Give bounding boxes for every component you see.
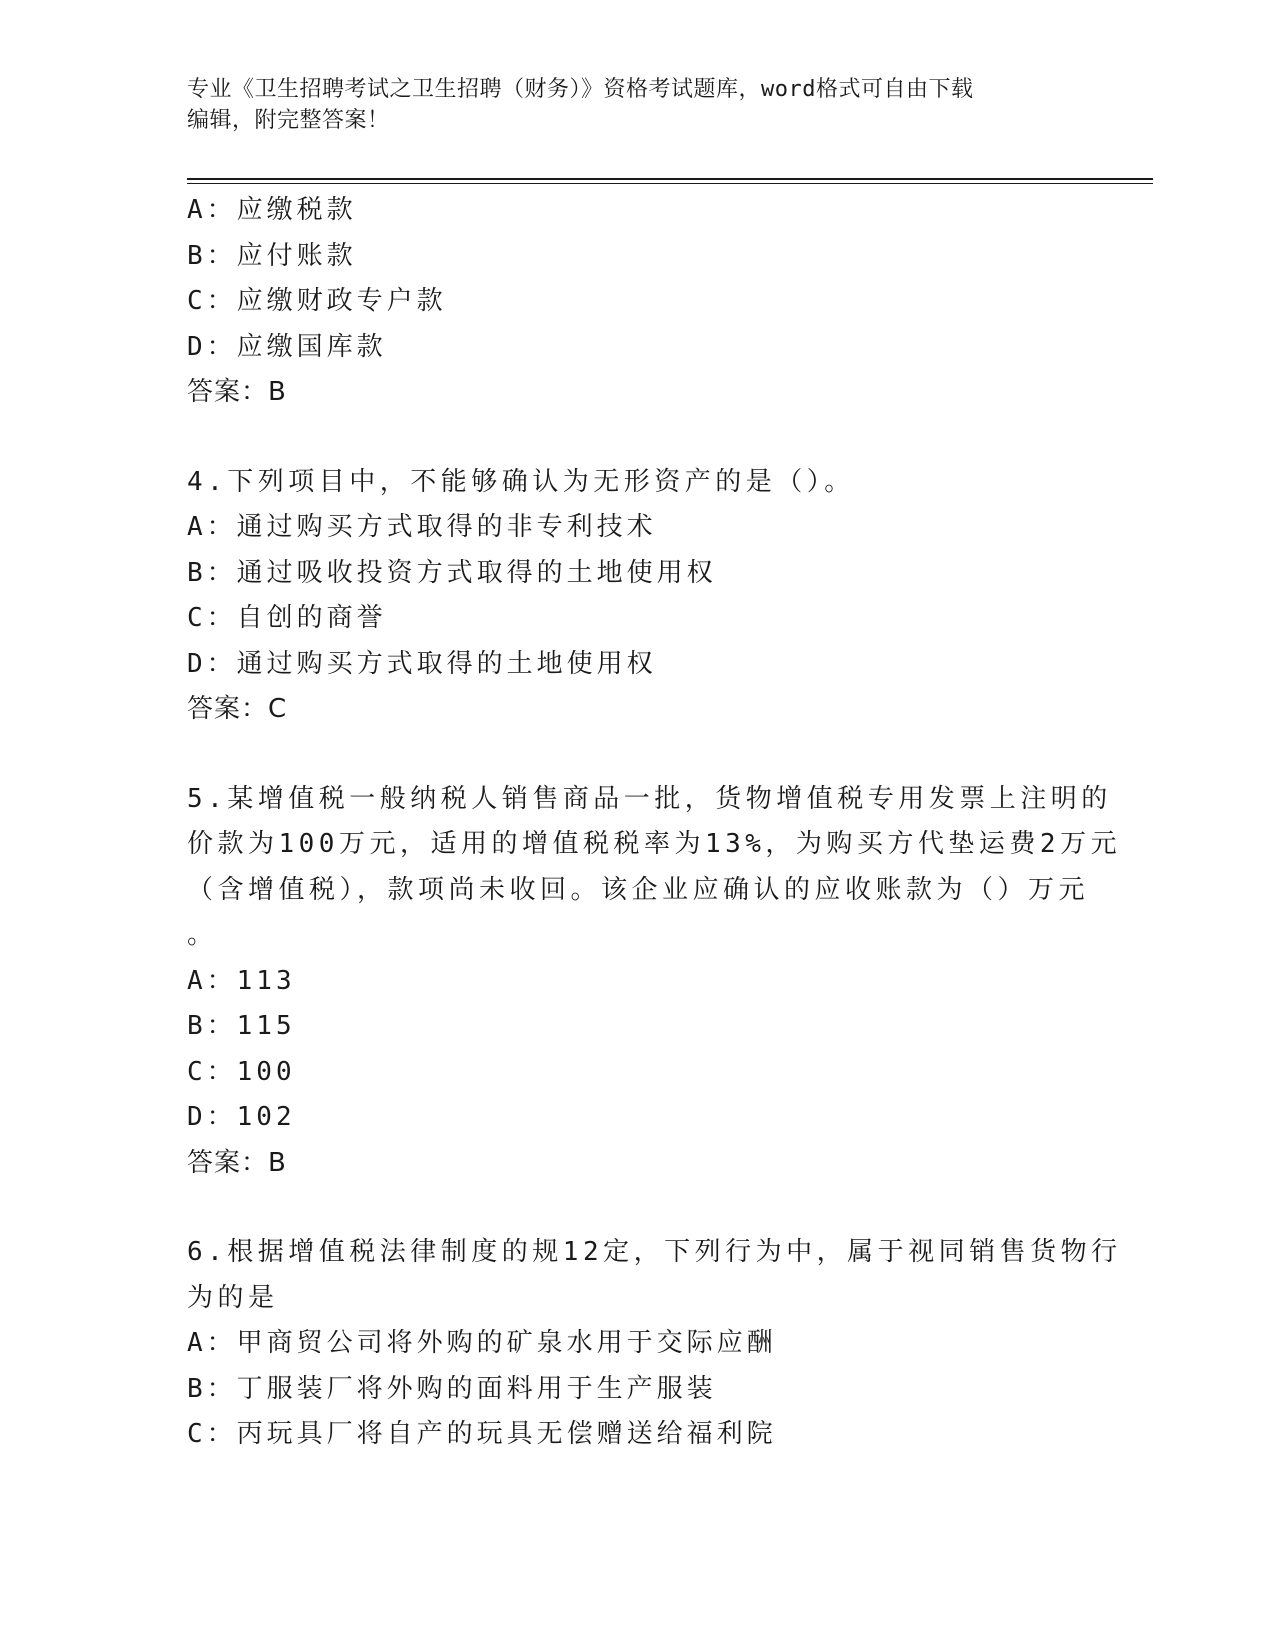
question-stem: 4.下列项目中，不能够确认为无形资产的是（）。: [187, 466, 855, 497]
question-stem-line: 为的是: [187, 1282, 279, 1313]
answer-line: 答案：C: [187, 694, 288, 724]
question-stem-line: 6.根据增值税法律制度的规12定，下列行为中，属于视同销售货物行: [187, 1237, 1122, 1267]
option-a: A：113: [187, 965, 296, 996]
question-stem-line: 5.某增值税一般纳税人销售商品一批，货物增值税专用发票上注明的: [187, 783, 1112, 814]
header-line-1: 专业《卫生招聘考试之卫生招聘（财务）》资格考试题库，word格式可自由下载: [187, 77, 974, 102]
option-c: C：自创的商誉: [187, 603, 387, 633]
question-6: [187, 1230, 1122, 1458]
question-stem-line: 。: [187, 920, 218, 950]
option-c: C：应缴财政专户款: [187, 286, 447, 316]
header-divider-thick: [187, 178, 1153, 180]
spacer: [187, 1186, 1087, 1230]
question-content: [187, 188, 1122, 1458]
spacer: [187, 416, 1087, 460]
option-b: B：115: [187, 1011, 296, 1041]
question-3: [187, 188, 1087, 416]
option-b: B：通过吸收投资方式取得的土地使用权: [187, 557, 717, 588]
option-c: C：丙玩具厂将自产的玩具无偿赠送给福利院: [187, 1419, 777, 1449]
option-b: B：丁服装厂将外购的面料用于生产服装: [187, 1373, 717, 1404]
option-b: B：应付账款: [187, 240, 357, 271]
document-header: [187, 74, 1067, 136]
question-stem-line: （含增值税），款项尚未收回。该企业应确认的应收账款为（）万元: [187, 874, 1090, 905]
option-d: D：应缴国库款: [187, 331, 387, 362]
question-5: [187, 777, 1122, 1187]
option-a: A：甲商贸公司将外购的矿泉水用于交际应酬: [187, 1328, 777, 1358]
option-a: A：通过购买方式取得的非专利技术: [187, 512, 657, 542]
question-4: [187, 460, 1087, 733]
header-divider-thin: [187, 183, 1153, 184]
answer-line: 答案：B: [187, 377, 287, 407]
answer-line: 答案：B: [187, 1147, 287, 1178]
question-stem-line: 价款为100万元，适用的增值税税率为13%，为购买方代垫运费2万元: [187, 829, 1122, 859]
header-line-2: 编辑，附完整答案！: [187, 108, 390, 133]
option-a: A：应缴税款: [187, 195, 357, 225]
option-d: D：通过购买方式取得的土地使用权: [187, 648, 657, 679]
option-d: D：102: [187, 1102, 296, 1132]
spacer: [187, 733, 1087, 777]
option-c: C：100: [187, 1056, 296, 1087]
